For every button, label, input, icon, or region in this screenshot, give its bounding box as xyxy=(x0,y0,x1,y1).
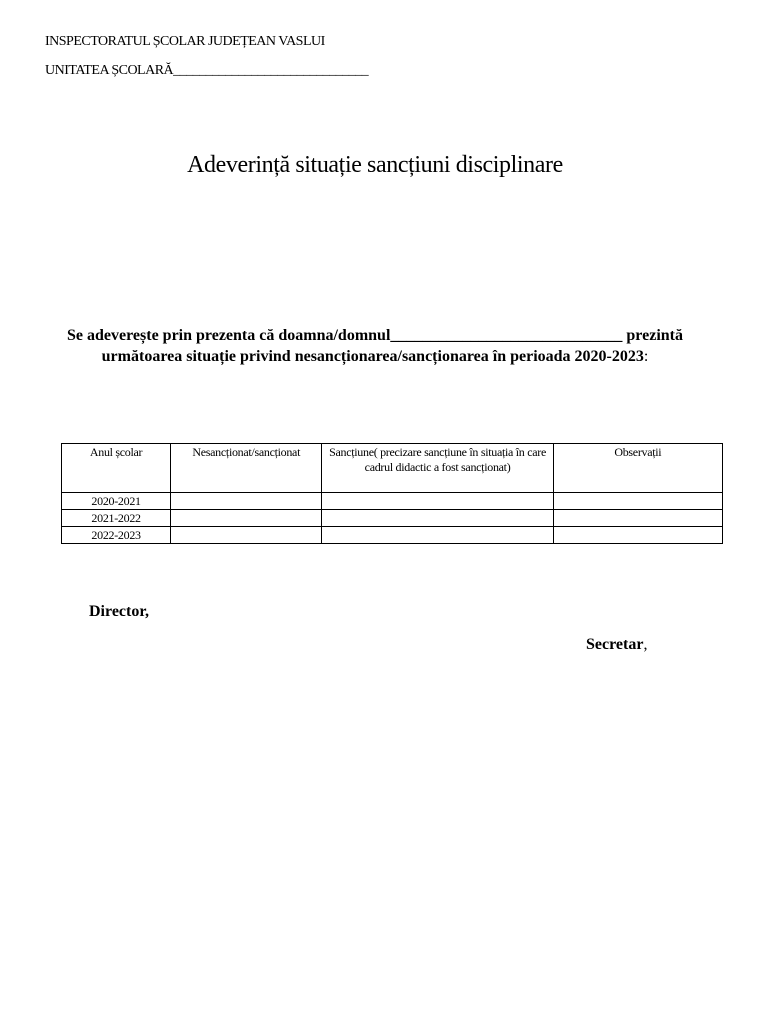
statement-text: Se adeverește prin prezenta că doamna/domnul_____________________________ prezintă următoarea situație privind nesancționarea/sancționarea în perioada 2020-2023 xyxy=(67,327,683,365)
document-title: Adeverință situație sancțiuni disciplinare xyxy=(187,152,563,178)
director-signature-label: Director, xyxy=(89,603,149,620)
cell-sanction-details xyxy=(322,510,553,527)
header-observations: Observații xyxy=(553,444,722,493)
sanctions-table xyxy=(61,443,723,544)
cell-observations xyxy=(553,510,722,527)
header-sanction-status: Nesancționat/sancționat xyxy=(171,444,322,493)
cell-sanction-status xyxy=(171,493,322,510)
cell-sanction-status xyxy=(171,510,322,527)
inspectorate-header: INSPECTORATUL ȘCOLAR JUDEȚEAN VASLUI xyxy=(45,34,325,49)
cell-observations xyxy=(553,527,722,544)
cell-observations xyxy=(553,493,722,510)
table-row xyxy=(62,493,723,510)
cell-school-year: 2020-2021 xyxy=(62,493,171,510)
secretary-label-text: Secretar xyxy=(586,636,644,653)
header-school-year: Anul școlar xyxy=(62,444,171,493)
cell-sanction-status xyxy=(171,527,322,544)
cell-sanction-details xyxy=(322,493,553,510)
cell-school-year: 2022-2023 xyxy=(62,527,171,544)
cell-sanction-details xyxy=(322,527,553,544)
table-header-row xyxy=(62,444,723,493)
table-row xyxy=(62,527,723,544)
table-row xyxy=(62,510,723,527)
school-unit-line: UNITATEA ȘCOLARĂ______________________________ xyxy=(45,63,369,78)
secretary-comma: , xyxy=(643,636,648,653)
certification-statement xyxy=(30,325,720,367)
cell-school-year: 2021-2022 xyxy=(62,510,171,527)
secretary-signature-label xyxy=(586,636,647,654)
header-sanction-details: Sancțiune( precizare sancțiune în situația în care cadrul didactic a fost sancționat) xyxy=(322,444,553,493)
statement-colon: : xyxy=(643,348,649,365)
